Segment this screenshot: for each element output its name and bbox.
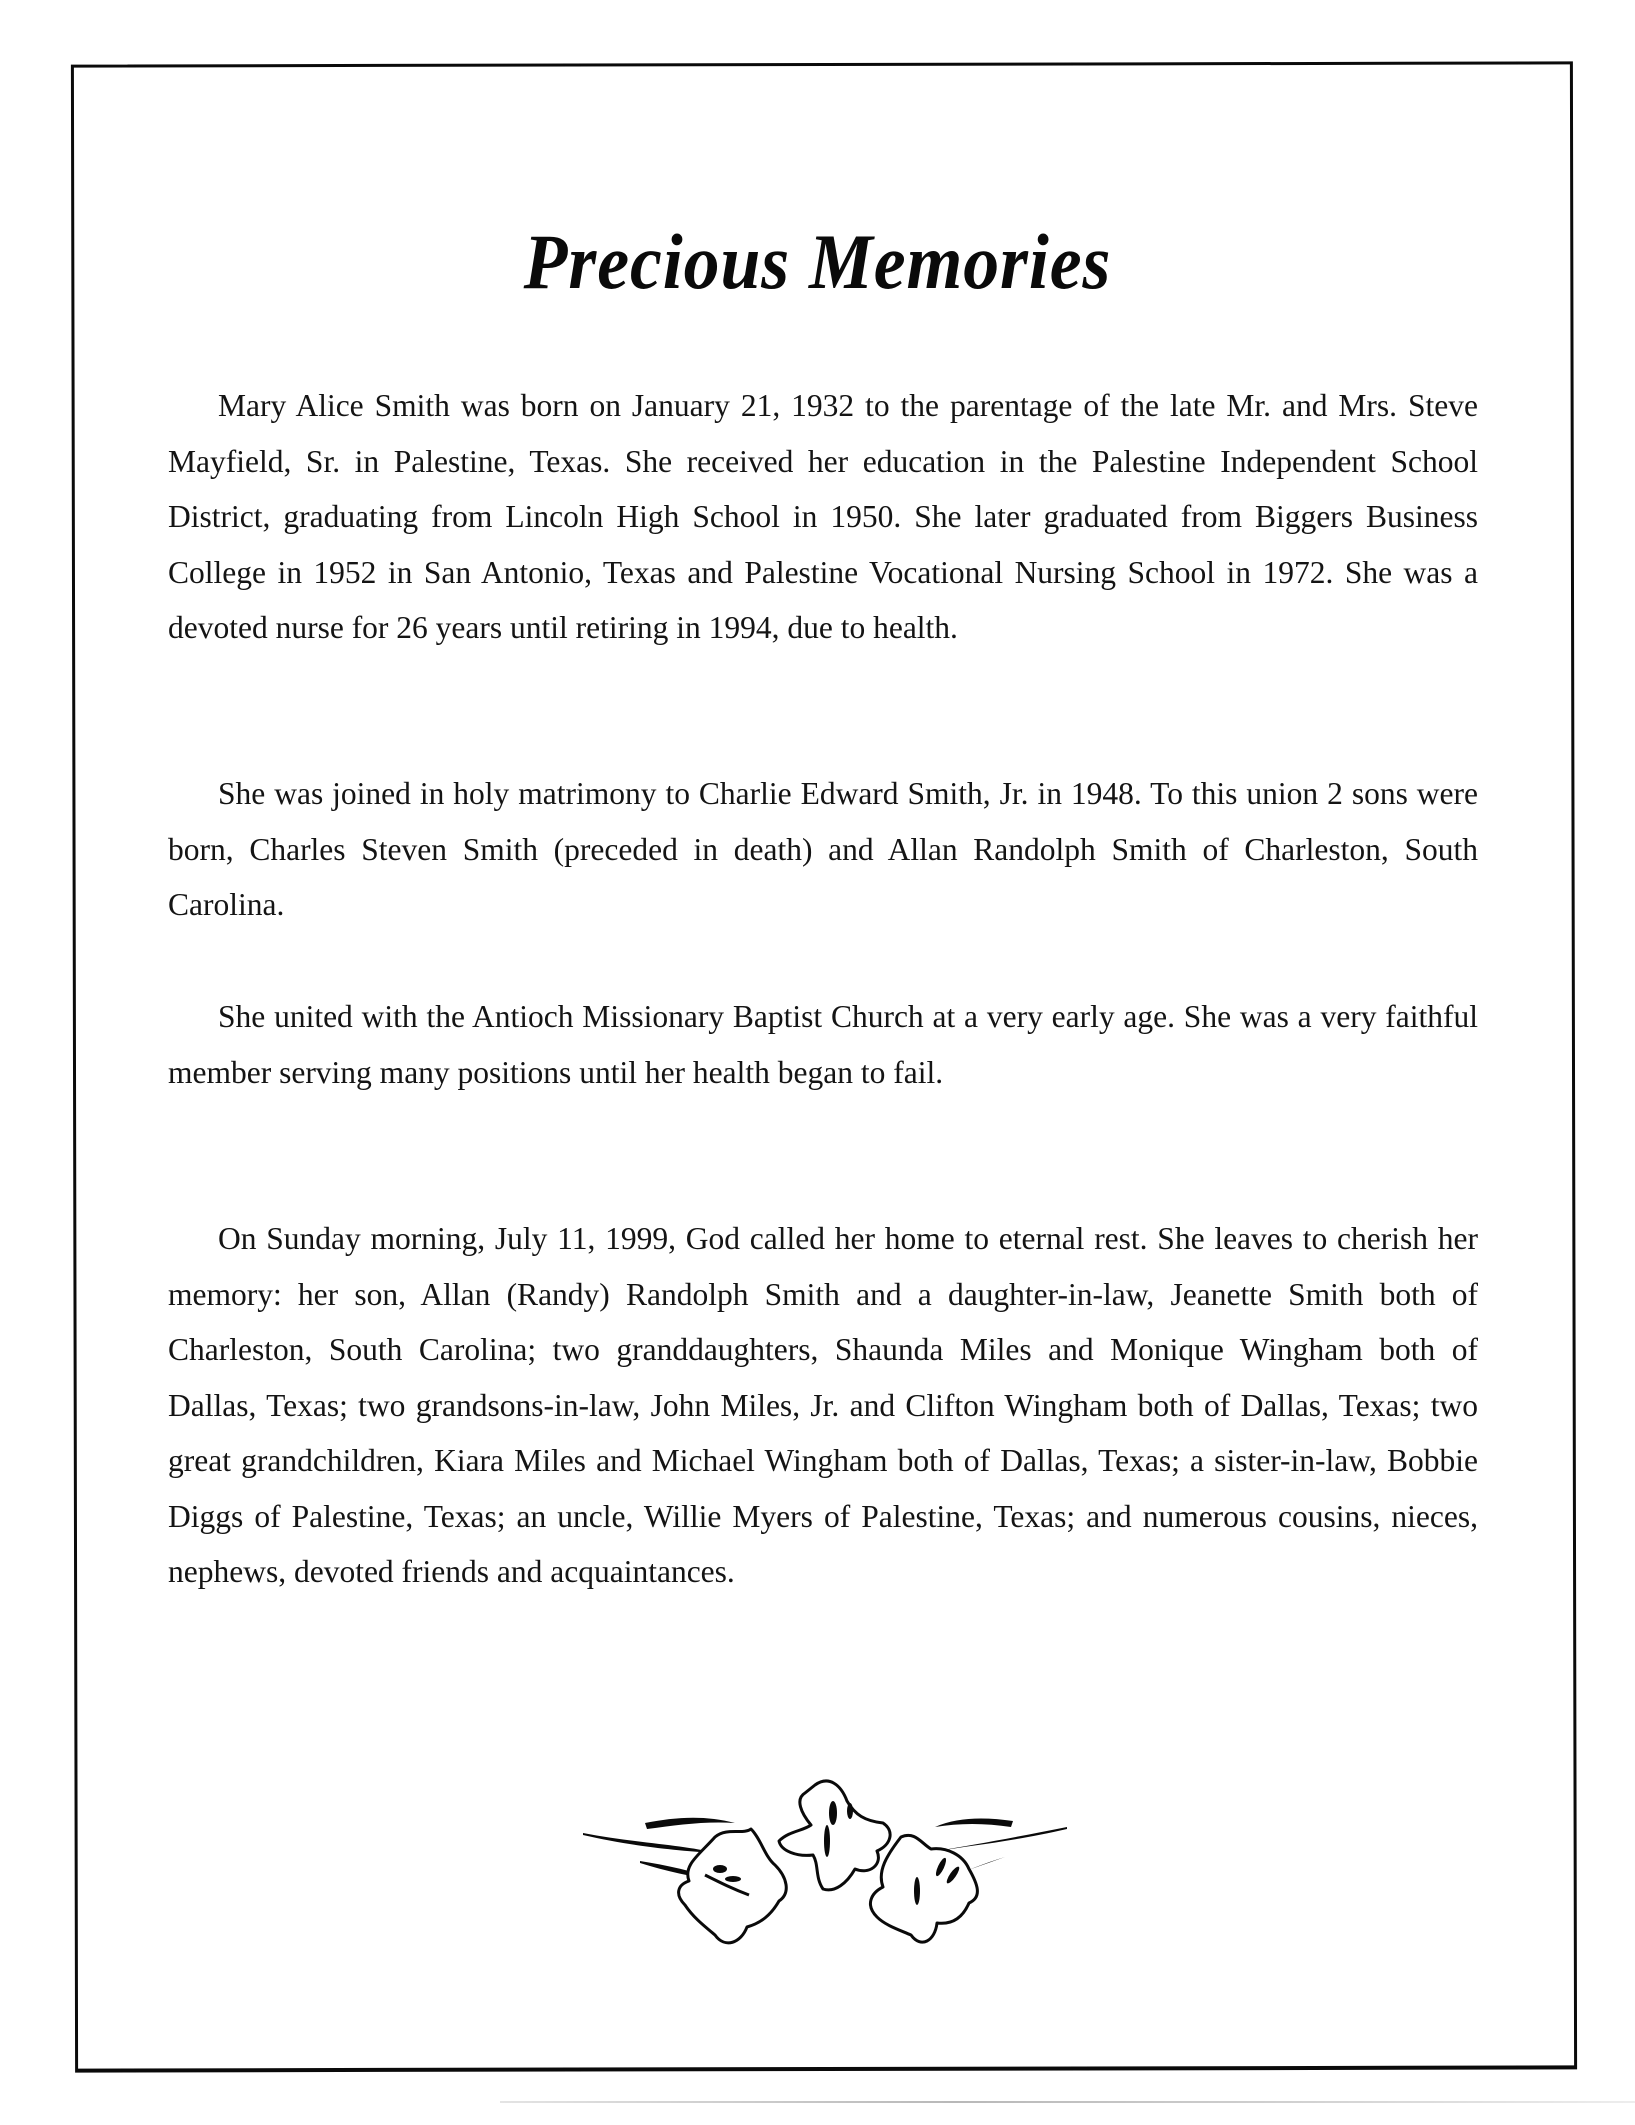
paragraph-church	[168, 989, 1478, 1100]
paragraph-text: On Sunday morning, July 11, 1999, God called her home to eternal rest. She leaves to cherish her memory: her son, Allan (Randy) Randolph Smith and a daughter-in-law, Jeanette Smith both of Charleston, South Carolina; two granddaughters, Shaunda Miles and Monique Wingham both of Dallas, Texas; two grandsons-in-law, John Miles, Jr. and Clifton Wingham both of Dallas, Texas; two great grandchildren, Kiara Miles and Michael Wingham both of Dallas, Texas; a sister-in-law, Bobbie Diggs of Palestine, Texas; an uncle, Willie Myers of Palestine, Texas; and numerous cousins, nieces, nephews, devoted friends and acquaintances.	[168, 1221, 1478, 1589]
paragraph-survivors	[168, 1211, 1478, 1600]
scan-artifact-line	[500, 2101, 1635, 2103]
lily-flowers-ornament-icon	[565, 1765, 1085, 1955]
paragraph-marriage	[168, 766, 1478, 933]
page-title: Precious Memories	[523, 218, 1112, 306]
paragraph-text: She was joined in holy matrimony to Charlie Edward Smith, Jr. in 1948. To this union 2 sons were born, Charles Steven Smith (preceded in death) and Allan Randolph Smith of Charleston, South Carolina.	[168, 776, 1478, 922]
paragraph-text: She united with the Antioch Missionary Baptist Church at a very early age. She was a very faithful member serving many positions until her health began to fail.	[168, 999, 1478, 1090]
paragraph-text: Mary Alice Smith was born on January 21, 1932 to the parentage of the late Mr. and Mrs. Steve Mayfield, Sr. in Palestine, Texas. She received her education in the Palestine Independent School District, graduating from Lincoln High School in 1950. She later graduated from Biggers Business College in 1952 in San Antonio, Texas and Palestine Vocational Nursing School in 1972. She was a devoted nurse for 26 years until retiring in 1994, due to health.	[168, 388, 1478, 645]
paragraph-biography	[168, 378, 1478, 656]
